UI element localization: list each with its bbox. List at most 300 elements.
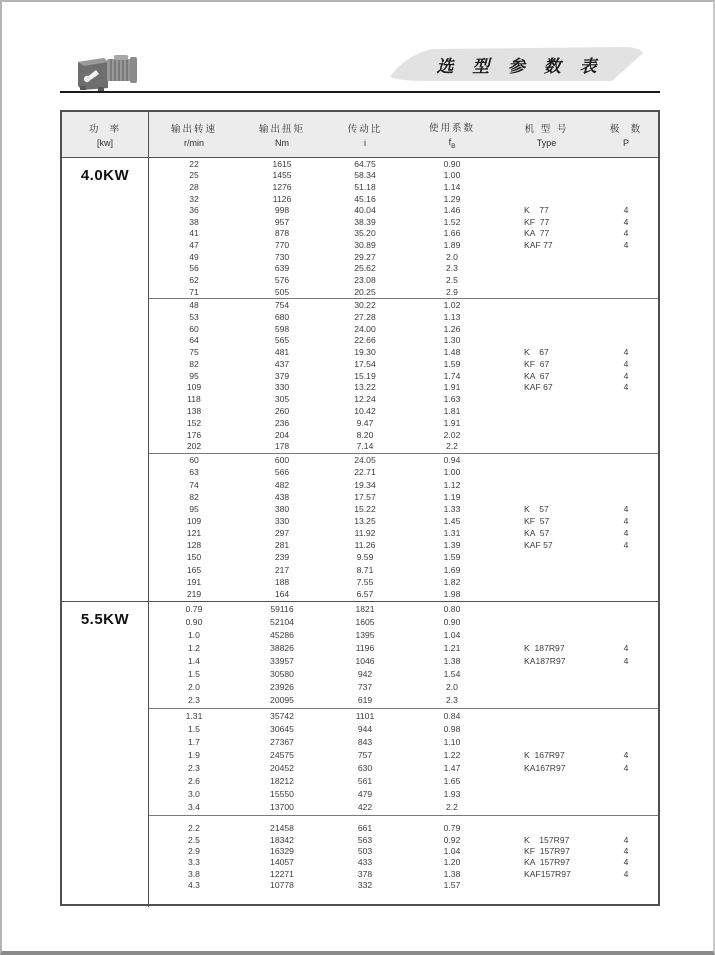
ratio-cell: 11.92 bbox=[354, 528, 376, 539]
table-row bbox=[149, 604, 658, 615]
speed-cell: 60 bbox=[189, 455, 199, 466]
table-row bbox=[149, 228, 658, 239]
ratio-cell: 942 bbox=[357, 669, 373, 680]
torque-cell: 598 bbox=[274, 323, 290, 334]
torque-cell: 481 bbox=[274, 347, 290, 358]
factor-cell: 1.89 bbox=[443, 240, 461, 251]
type-cell: KF 77 bbox=[524, 216, 550, 227]
table-row bbox=[149, 724, 658, 735]
ratio-cell: 7.14 bbox=[356, 441, 374, 452]
torque-cell: 164 bbox=[274, 588, 290, 599]
factor-cell: 2.0 bbox=[446, 251, 458, 262]
torque-cell: 16329 bbox=[270, 845, 294, 856]
table-row bbox=[149, 695, 658, 706]
torque-cell: 24575 bbox=[270, 750, 294, 761]
ratio-cell: 1821 bbox=[355, 604, 375, 615]
speed-cell: 176 bbox=[186, 429, 202, 440]
gearmotor-photo bbox=[70, 46, 142, 94]
speed-cell: 150 bbox=[186, 552, 202, 563]
ratio-block bbox=[149, 453, 658, 601]
ratio-cell: 10.42 bbox=[354, 406, 376, 417]
speed-cell: 1.9 bbox=[188, 750, 200, 761]
poles-cell: 4 bbox=[623, 240, 629, 251]
factor-cell: 0.92 bbox=[443, 834, 461, 845]
factor-cell: 2.02 bbox=[443, 429, 461, 440]
table-row bbox=[149, 617, 658, 628]
factor-cell: 1.48 bbox=[443, 347, 461, 358]
factor-cell: 1.29 bbox=[443, 193, 461, 204]
poles-cell: 4 bbox=[623, 216, 629, 227]
speed-cell: 32 bbox=[189, 193, 199, 204]
factor-cell: 1.46 bbox=[443, 205, 461, 216]
factor-cell: 1.19 bbox=[443, 491, 461, 502]
factor-cell: 1.00 bbox=[443, 170, 461, 181]
factor-cell: 1.02 bbox=[443, 299, 461, 310]
speed-cell: 1.0 bbox=[188, 630, 200, 641]
speed-cell: 95 bbox=[189, 503, 199, 514]
factor-cell: 1.63 bbox=[443, 394, 461, 405]
table-row bbox=[149, 429, 658, 440]
torque-cell: 35742 bbox=[270, 711, 294, 722]
factor-cell: 1.82 bbox=[443, 576, 461, 587]
ratio-cell: 9.59 bbox=[356, 552, 374, 563]
torque-cell: 566 bbox=[274, 467, 290, 478]
speed-cell: 165 bbox=[186, 564, 202, 575]
table-row bbox=[149, 286, 658, 297]
table-row bbox=[149, 763, 658, 774]
torque-cell: 878 bbox=[274, 228, 290, 239]
ratio-cell: 51.18 bbox=[354, 182, 376, 193]
poles-cell: 4 bbox=[623, 382, 629, 393]
speed-cell: 2.0 bbox=[188, 682, 200, 693]
type-cell: KA167R97 bbox=[524, 763, 566, 774]
torque-cell: 754 bbox=[274, 299, 290, 310]
type-cell: K 57 bbox=[524, 503, 549, 514]
type-cell: K 167R97 bbox=[524, 750, 565, 761]
header-rule bbox=[60, 91, 660, 93]
speed-cell: 28 bbox=[189, 182, 199, 193]
torque-cell: 438 bbox=[274, 491, 290, 502]
torque-cell: 38826 bbox=[270, 643, 294, 654]
speed-cell: 109 bbox=[186, 516, 202, 527]
factor-cell: 1.59 bbox=[443, 358, 461, 369]
torque-cell: 239 bbox=[274, 552, 290, 563]
page-title: 选 型 参 数 表 bbox=[436, 57, 604, 76]
torque-cell: 33957 bbox=[270, 656, 294, 667]
factor-cell: 1.91 bbox=[443, 382, 461, 393]
table-row bbox=[149, 418, 658, 429]
table-row bbox=[149, 240, 658, 251]
factor-cell: 2.3 bbox=[446, 263, 458, 274]
table-row bbox=[149, 846, 658, 857]
factor-cell: 1.21 bbox=[443, 643, 461, 654]
ratio-cell: 30.22 bbox=[354, 299, 376, 310]
poles-cell: 4 bbox=[623, 834, 629, 845]
ratio-cell: 757 bbox=[357, 750, 373, 761]
factor-cell: 1.93 bbox=[443, 789, 461, 800]
factor-cell: 1.13 bbox=[443, 311, 461, 322]
ratio-cell: 1196 bbox=[355, 643, 375, 654]
speed-cell: 95 bbox=[189, 370, 199, 381]
ratio-cell: 9.47 bbox=[356, 417, 374, 428]
factor-cell: 1.10 bbox=[443, 737, 461, 748]
table-row bbox=[149, 834, 658, 845]
factor-cell: 1.52 bbox=[443, 216, 461, 227]
torque-cell: 1455 bbox=[272, 170, 292, 181]
table-row bbox=[149, 406, 658, 417]
header-ratio: 传动比 i bbox=[347, 124, 383, 148]
ratio-cell: 422 bbox=[357, 802, 373, 813]
type-cell: K 77 bbox=[524, 205, 549, 216]
poles-cell: 4 bbox=[623, 503, 629, 514]
table-row bbox=[149, 776, 658, 787]
table-row bbox=[149, 589, 658, 600]
speed-cell: 82 bbox=[189, 358, 199, 369]
table-row bbox=[149, 492, 658, 503]
table-row bbox=[149, 251, 658, 262]
factor-cell: 1.45 bbox=[443, 516, 461, 527]
table-row bbox=[149, 711, 658, 722]
poles-cell: 4 bbox=[623, 370, 629, 381]
factor-cell: 1.26 bbox=[443, 323, 461, 334]
header-service-factor: 使用系数 $f_B$ bbox=[428, 122, 475, 150]
ratio-cell: 1046 bbox=[355, 656, 375, 667]
table-row bbox=[149, 205, 658, 216]
factor-cell: 1.54 bbox=[443, 669, 461, 680]
table-row bbox=[149, 370, 658, 381]
type-cell: KAF 67 bbox=[524, 382, 553, 393]
poles-cell: 4 bbox=[623, 528, 629, 539]
speed-cell: 3.4 bbox=[188, 802, 200, 813]
header-type: 机 型 号 Type bbox=[524, 124, 569, 148]
power-section bbox=[62, 158, 658, 601]
torque-cell: 59116 bbox=[270, 604, 294, 615]
poles-cell: 4 bbox=[623, 347, 629, 358]
speed-cell: 64 bbox=[189, 335, 199, 346]
torque-cell: 330 bbox=[274, 516, 290, 527]
power-label: 5.5KW bbox=[62, 602, 149, 907]
torque-cell: 20095 bbox=[270, 695, 294, 706]
speed-cell: 1.4 bbox=[188, 656, 200, 667]
table-row bbox=[149, 263, 658, 274]
ratio-cell: 30.89 bbox=[354, 240, 376, 251]
torque-cell: 297 bbox=[274, 528, 290, 539]
torque-cell: 565 bbox=[274, 335, 290, 346]
speed-cell: 0.79 bbox=[185, 604, 203, 615]
speed-cell: 3.8 bbox=[188, 868, 200, 879]
poles-cell: 4 bbox=[623, 750, 629, 761]
table-row bbox=[149, 789, 658, 800]
poles-cell: 4 bbox=[623, 540, 629, 551]
header-power: 功 率 [kw] bbox=[62, 112, 149, 157]
torque-cell: 188 bbox=[274, 576, 290, 587]
factor-cell: 1.31 bbox=[443, 528, 461, 539]
ratio-cell: 433 bbox=[357, 857, 373, 868]
table-body bbox=[62, 158, 658, 907]
speed-cell: 191 bbox=[186, 576, 202, 587]
ratio-block bbox=[149, 815, 658, 907]
table-row bbox=[149, 479, 658, 490]
factor-cell: 1.12 bbox=[443, 479, 461, 490]
table-row bbox=[149, 750, 658, 761]
torque-cell: 639 bbox=[274, 263, 290, 274]
ratio-cell: 378 bbox=[357, 868, 373, 879]
speed-cell: 4.3 bbox=[188, 879, 200, 890]
speed-cell: 1.5 bbox=[188, 669, 200, 680]
poles-cell: 4 bbox=[623, 857, 629, 868]
ratio-cell: 19.34 bbox=[354, 479, 376, 490]
torque-cell: 20452 bbox=[270, 763, 294, 774]
type-cell: KA187R97 bbox=[524, 656, 566, 667]
ratio-cell: 563 bbox=[357, 834, 373, 845]
speed-cell: 36 bbox=[189, 205, 199, 216]
table-row bbox=[149, 857, 658, 868]
ratio-cell: 15.22 bbox=[354, 503, 376, 514]
poles-cell: 4 bbox=[623, 845, 629, 856]
table-row bbox=[149, 737, 658, 748]
ratio-cell: 29.27 bbox=[354, 251, 376, 262]
ratio-cell: 38.39 bbox=[354, 216, 376, 227]
factor-cell: 1.98 bbox=[443, 588, 461, 599]
factor-cell: 0.90 bbox=[443, 158, 461, 169]
ratio-cell: 17.54 bbox=[354, 358, 376, 369]
torque-cell: 380 bbox=[274, 503, 290, 514]
type-cell: KF 67 bbox=[524, 358, 550, 369]
torque-cell: 18212 bbox=[270, 776, 294, 787]
ratio-block bbox=[149, 298, 658, 453]
torque-cell: 178 bbox=[274, 441, 290, 452]
table-row bbox=[149, 382, 658, 393]
type-cell: K 67 bbox=[524, 347, 549, 358]
torque-cell: 30580 bbox=[270, 669, 294, 680]
torque-cell: 1126 bbox=[272, 193, 292, 204]
ratio-cell: 64.75 bbox=[354, 158, 376, 169]
ratio-cell: 24.00 bbox=[354, 323, 376, 334]
factor-cell: 1.38 bbox=[443, 868, 461, 879]
poles-cell: 4 bbox=[623, 643, 629, 654]
speed-cell: 38 bbox=[189, 216, 199, 227]
speed-cell: 3.3 bbox=[188, 857, 200, 868]
speed-cell: 74 bbox=[189, 479, 199, 490]
table-row bbox=[149, 182, 658, 193]
factor-cell: 0.79 bbox=[443, 823, 461, 834]
ratio-cell: 1101 bbox=[355, 711, 375, 722]
torque-cell: 957 bbox=[274, 216, 290, 227]
table-row bbox=[149, 802, 658, 813]
torque-cell: 576 bbox=[274, 274, 290, 285]
header-poles: 极 数 P bbox=[609, 124, 643, 148]
factor-cell: 2.2 bbox=[446, 441, 458, 452]
speed-cell: 3.0 bbox=[188, 789, 200, 800]
speed-cell: 1.2 bbox=[188, 643, 200, 654]
torque-cell: 15550 bbox=[270, 789, 294, 800]
table-row bbox=[149, 669, 658, 680]
speed-cell: 1.7 bbox=[188, 737, 200, 748]
factor-cell: 1.38 bbox=[443, 656, 461, 667]
ratio-cell: 58.34 bbox=[354, 170, 376, 181]
speed-cell: 22 bbox=[189, 158, 199, 169]
ratio-cell: 843 bbox=[357, 737, 373, 748]
header-speed: 输出转速 r/min bbox=[170, 124, 217, 148]
selection-parameter-table bbox=[60, 110, 660, 906]
type-cell: K 187R97 bbox=[524, 643, 565, 654]
speed-cell: 53 bbox=[189, 311, 199, 322]
speed-cell: 128 bbox=[186, 540, 202, 551]
ratio-cell: 561 bbox=[357, 776, 373, 787]
table-row bbox=[149, 300, 658, 311]
table-row bbox=[149, 455, 658, 466]
factor-cell: 1.47 bbox=[443, 763, 461, 774]
factor-cell: 2.5 bbox=[446, 274, 458, 285]
ratio-cell: 22.71 bbox=[354, 467, 376, 478]
ratio-cell: 24.05 bbox=[354, 455, 376, 466]
ratio-cell: 13.22 bbox=[354, 382, 376, 393]
speed-cell: 62 bbox=[189, 274, 199, 285]
speed-cell: 118 bbox=[187, 394, 201, 405]
speed-cell: 63 bbox=[189, 467, 199, 478]
speed-cell: 71 bbox=[189, 286, 199, 297]
torque-cell: 27367 bbox=[270, 737, 294, 748]
speed-cell: 49 bbox=[189, 251, 199, 262]
type-cell: KAF157R97 bbox=[524, 868, 571, 879]
speed-cell: 25 bbox=[189, 170, 199, 181]
torque-cell: 217 bbox=[274, 564, 290, 575]
speed-cell: 2.3 bbox=[188, 763, 200, 774]
ratio-cell: 25.62 bbox=[354, 263, 376, 274]
ratio-cell: 8.71 bbox=[356, 564, 374, 575]
ratio-cell: 45.16 bbox=[354, 193, 376, 204]
table-row bbox=[149, 879, 658, 890]
speed-cell: 82 bbox=[189, 491, 199, 502]
ratio-cell: 19.30 bbox=[354, 347, 376, 358]
type-cell: KA 67 bbox=[524, 370, 550, 381]
table-row bbox=[149, 868, 658, 879]
factor-cell: 1.00 bbox=[443, 467, 461, 478]
torque-cell: 52104 bbox=[270, 617, 294, 628]
factor-cell: 1.69 bbox=[443, 564, 461, 575]
ratio-cell: 8.20 bbox=[356, 429, 374, 440]
table-row bbox=[149, 564, 658, 575]
torque-cell: 680 bbox=[274, 311, 290, 322]
table-row bbox=[149, 682, 658, 693]
torque-cell: 379 bbox=[274, 370, 290, 381]
torque-cell: 10778 bbox=[270, 879, 294, 890]
speed-cell: 2.3 bbox=[188, 695, 200, 706]
poles-cell: 4 bbox=[623, 228, 629, 239]
factor-cell: 0.90 bbox=[443, 617, 461, 628]
table-row bbox=[149, 159, 658, 170]
speed-cell: 1.31 bbox=[185, 711, 203, 722]
table-row bbox=[149, 823, 658, 834]
table-row bbox=[149, 643, 658, 654]
speed-cell: 47 bbox=[189, 240, 199, 251]
factor-cell: 2.9 bbox=[446, 286, 458, 297]
power-label: 4.0KW bbox=[62, 158, 149, 601]
table-row bbox=[149, 323, 658, 334]
speed-cell: 1.5 bbox=[188, 724, 200, 735]
poles-cell: 4 bbox=[623, 358, 629, 369]
poles-cell: 4 bbox=[623, 516, 629, 527]
poles-cell: 4 bbox=[623, 656, 629, 667]
poles-cell: 4 bbox=[623, 763, 629, 774]
factor-cell: 1.14 bbox=[443, 182, 461, 193]
type-cell: KAF 77 bbox=[524, 240, 553, 251]
torque-cell: 770 bbox=[274, 240, 290, 251]
torque-cell: 330 bbox=[274, 382, 290, 393]
poles-cell: 4 bbox=[623, 868, 629, 879]
ratio-cell: 17.57 bbox=[354, 491, 376, 502]
speed-cell: 109 bbox=[186, 382, 202, 393]
ratio-cell: 23.08 bbox=[354, 274, 376, 285]
ratio-cell: 332 bbox=[357, 879, 373, 890]
speed-cell: 48 bbox=[189, 299, 199, 310]
torque-cell: 1615 bbox=[272, 158, 292, 169]
ratio-cell: 15.19 bbox=[354, 370, 376, 381]
ratio-block bbox=[149, 602, 658, 708]
torque-cell: 45286 bbox=[270, 630, 294, 641]
factor-cell: 1.65 bbox=[443, 776, 461, 787]
factor-cell: 1.22 bbox=[443, 750, 461, 761]
ratio-cell: 737 bbox=[357, 682, 373, 693]
ratio-cell: 619 bbox=[357, 695, 373, 706]
factor-cell: 1.91 bbox=[443, 417, 461, 428]
table-row bbox=[149, 516, 658, 527]
torque-cell: 281 bbox=[274, 540, 290, 551]
speed-cell: 75 bbox=[189, 347, 199, 358]
torque-cell: 437 bbox=[274, 358, 290, 369]
ratio-cell: 40.04 bbox=[354, 205, 376, 216]
table-row bbox=[149, 504, 658, 515]
factor-cell: 2.0 bbox=[446, 682, 458, 693]
torque-cell: 998 bbox=[274, 205, 290, 216]
factor-cell: 1.74 bbox=[443, 370, 461, 381]
torque-cell: 730 bbox=[274, 251, 290, 262]
table-row bbox=[149, 656, 658, 667]
speed-cell: 219 bbox=[186, 588, 202, 599]
table-row bbox=[149, 630, 658, 641]
type-cell: KA 57 bbox=[524, 528, 550, 539]
speed-cell: 138 bbox=[186, 406, 202, 417]
table-row bbox=[149, 540, 658, 551]
table-row bbox=[149, 467, 658, 478]
table-row bbox=[149, 528, 658, 539]
torque-cell: 13700 bbox=[270, 802, 294, 813]
table-row bbox=[149, 275, 658, 286]
factor-cell: 1.66 bbox=[443, 228, 461, 239]
table-row bbox=[149, 217, 658, 228]
factor-cell: 1.33 bbox=[443, 503, 461, 514]
table-row bbox=[149, 552, 658, 563]
poles-cell: 4 bbox=[623, 205, 629, 216]
factor-cell: 1.30 bbox=[443, 335, 461, 346]
page-title-banner bbox=[388, 44, 652, 86]
torque-cell: 18342 bbox=[270, 834, 294, 845]
torque-cell: 30645 bbox=[270, 724, 294, 735]
speed-cell: 202 bbox=[186, 441, 202, 452]
factor-cell: 0.80 bbox=[443, 604, 461, 615]
ratio-cell: 1605 bbox=[355, 617, 375, 628]
table-row bbox=[149, 193, 658, 204]
type-cell: KA 157R97 bbox=[524, 857, 570, 868]
table-header bbox=[62, 112, 658, 158]
factor-cell: 2.3 bbox=[446, 695, 458, 706]
torque-cell: 12271 bbox=[270, 868, 294, 879]
ratio-cell: 11.26 bbox=[354, 540, 376, 551]
header-torque: 输出扭矩 Nm bbox=[258, 124, 305, 148]
speed-cell: 152 bbox=[186, 417, 202, 428]
table-row bbox=[149, 347, 658, 358]
factor-cell: 2.2 bbox=[446, 802, 458, 813]
